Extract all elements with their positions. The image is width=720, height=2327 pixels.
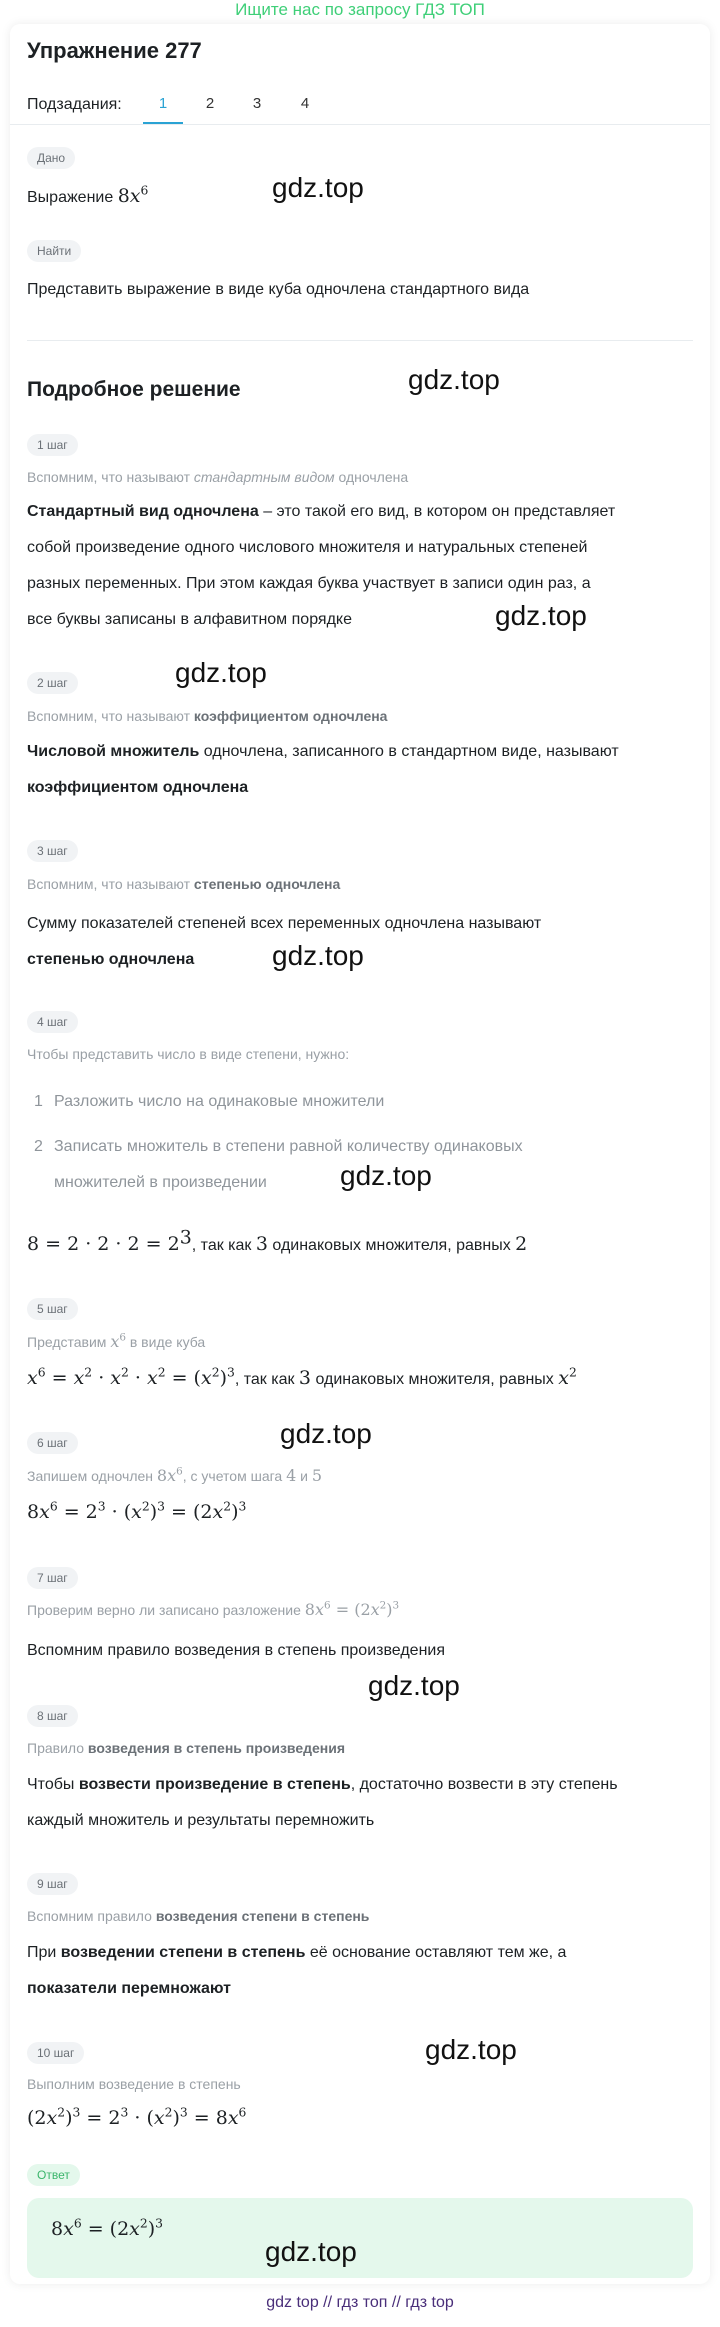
answer-box <box>27 2198 693 2278</box>
step-7-pill: 7 шаг <box>27 1567 78 1589</box>
step-4-list-item-2-cont: множителей в произведении <box>54 1174 267 1191</box>
given-prefix: Выражение <box>27 189 114 206</box>
step-4-hint: Чтобы представить число в виде степени, нужно: <box>27 1046 350 1062</box>
step-6-formula: $8x^6 = 2^3 \cdot (x^2)^3 = (2x^2)^3$ <box>27 1499 247 1523</box>
step-2-pill: 2 шаг <box>27 672 78 694</box>
watermark: gdz.top <box>272 172 364 203</box>
given-pill: Дано <box>27 147 75 169</box>
step-2-line-1: Числовой множитель одночлена, записанного в стандартном виде, называют <box>27 743 619 760</box>
footer-separator: // <box>391 2294 401 2311</box>
step-9-hint: Вспомним правило возведения степени в степень <box>27 1908 370 1924</box>
footer-link-2[interactable]: гдз топ <box>336 2294 388 2311</box>
exercise-title: Упражнение 277 <box>27 38 202 63</box>
footer-links <box>0 2294 720 2312</box>
step-1-hint: Вспомним, что называют стандартным видом одночлена <box>27 469 409 485</box>
step-4-list-item-1: 1 Разложить число на одинаковые множители <box>34 1093 385 1110</box>
subtasks-label: Подзадания: <box>27 96 122 113</box>
step-5-formula: $x^6 = x^2 \cdot x^2 \cdot x^2 = (x^2)^3$, так как 3 одинаковых множителя, равных $x^2$ <box>27 1365 577 1389</box>
step-10-formula: $(2x^2)^3 = 2^3 \cdot (x^2)^3 = 8x^6$ <box>27 2105 247 2129</box>
step-1-line-2: собой произведение одного числового множителя и натуральных степеней <box>27 539 588 556</box>
given-expression: $8x^6$ <box>117 183 149 207</box>
step-9-line-1: При возведении степени в степень её основание оставляют тем же, а <box>27 1944 567 1961</box>
watermark: gdz.top <box>272 940 364 971</box>
step-9-pill: 9 шаг <box>27 1873 78 1895</box>
watermark: gdz.top <box>340 1160 432 1191</box>
step-5-pill: 5 шаг <box>27 1298 78 1320</box>
step-6-hint: Запишем одночлен $8x^6$, с учетом шага 4 и 5 <box>27 1465 323 1485</box>
step-8-line-2: каждый множитель и результаты перемножить <box>27 1812 375 1829</box>
search-banner: Ищите нас по запросу ГДЗ ТОП <box>235 0 485 19</box>
step-8-pill: 8 шаг <box>27 1705 78 1727</box>
watermark: gdz.top <box>425 2034 517 2065</box>
watermark: gdz.top <box>280 1418 372 1449</box>
watermark: gdz.top <box>408 364 500 395</box>
footer-link-3[interactable]: гдз top <box>405 2294 454 2311</box>
subtask-tab-2[interactable]: 2 <box>205 95 215 112</box>
step-1-pill: 1 шаг <box>27 434 78 456</box>
footer-link-1[interactable]: gdz top <box>266 2294 319 2311</box>
step-8-line-1: Чтобы возвести произведение в степень, достаточно возвести в эту степень <box>27 1776 618 1793</box>
step-1-line-4: все буквы записаны в алфавитном порядке <box>27 611 352 628</box>
step-5-hint: Представим $x^6$ в виде куба <box>27 1331 206 1351</box>
watermark: gdz.top <box>175 657 267 688</box>
step-1-line-1: Стандартный вид одночлена – это такой его вид, в котором он представляет <box>27 503 616 520</box>
step-4-pill: 4 шаг <box>27 1011 78 1033</box>
subtasks-divider <box>10 124 710 125</box>
step-6-pill: 6 шаг <box>27 1432 78 1454</box>
step-9-line-2: показатели перемножают <box>27 1980 231 1997</box>
step-8-hint: Правило возведения в степень произведения <box>27 1740 346 1756</box>
answer-pill: Ответ <box>27 2164 80 2186</box>
step-3-pill: 3 шаг <box>27 840 78 862</box>
solution-title: Подробное решение <box>27 378 241 401</box>
step-1-line-3: разных переменных. При этом каждая буква участвует в записи один раз, а <box>27 575 591 592</box>
step-10-hint: Выполним возведение в степень <box>27 2076 241 2092</box>
footer-separator: // <box>323 2294 333 2311</box>
subtask-tab-3[interactable]: 3 <box>252 95 262 112</box>
section-divider <box>27 340 693 341</box>
watermark: gdz.top <box>368 1670 460 1701</box>
step-7-text: Вспомним правило возведения в степень произведения <box>27 1642 446 1659</box>
step-3-hint: Вспомним, что называют степенью одночлена <box>27 876 341 892</box>
step-4-formula: $8 = 2 \cdot 2 \cdot 2 = 2^3$, так как 3 одинаковых множителя, равных 2 <box>27 1226 528 1255</box>
step-10-pill: 10 шаг <box>27 2042 84 2064</box>
step-2-line-2: коэффициентом одночлена <box>27 779 249 796</box>
find-pill: Найти <box>27 240 81 262</box>
find-text: Представить выражение в виде куба одночлена стандартного вида <box>27 281 530 298</box>
step-7-hint: Проверим верно ли записано разложение $8x^6 = (2x^2)^3$ <box>27 1599 400 1619</box>
watermark: gdz.top <box>265 2236 357 2267</box>
watermark: gdz.top <box>495 600 587 631</box>
step-2-hint: Вспомним, что называют коэффициентом одночлена <box>27 708 388 724</box>
step-4-list-item-2: 2 Записать множитель в степени равной количеству одинаковых <box>34 1138 523 1155</box>
subtask-tab-4[interactable]: 4 <box>300 95 310 112</box>
step-3-line-2: степенью одночлена <box>27 951 195 968</box>
step-3-line-1: Сумму показателей степеней всех переменных одночлена называют <box>27 915 542 932</box>
subtask-tab-1[interactable]: 1 <box>143 92 183 124</box>
answer-formula: $8x^6 = (2x^2)^3$ <box>51 2216 164 2240</box>
